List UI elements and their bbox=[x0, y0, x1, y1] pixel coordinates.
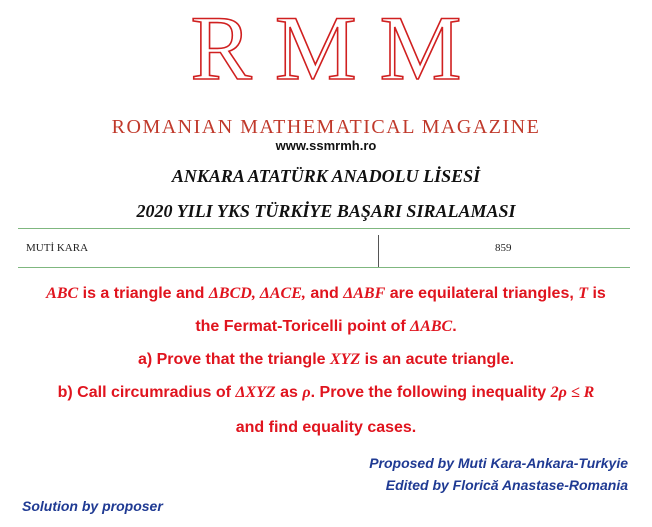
problem-part-a bbox=[0, 351, 652, 369]
problem-text: is a triangle and bbox=[78, 285, 209, 302]
problem-line-1 bbox=[0, 285, 652, 303]
problem-text: and bbox=[305, 285, 344, 302]
problem-text: and find equality cases. bbox=[235, 419, 417, 436]
student-name-cell: MUTİ KARA bbox=[26, 242, 89, 254]
problem-text: a) Prove that the triangle bbox=[137, 351, 330, 368]
problem-text: is an acute triangle. bbox=[360, 351, 515, 368]
math-triangles: ΔBCD, ΔACE, bbox=[208, 285, 306, 302]
score-cell: 859 bbox=[495, 242, 512, 254]
math-inequality: 2ρ ≤ R bbox=[550, 384, 595, 401]
math-rho: ρ bbox=[302, 384, 311, 401]
website-url[interactable]: www.ssmrmh.ro bbox=[275, 138, 377, 153]
problem-line-2 bbox=[0, 318, 652, 336]
solution-heading: Solution by proposer bbox=[22, 498, 163, 514]
math-xyz: XYZ bbox=[330, 351, 361, 368]
ranking-title: 2020 YILI YKS TÜRKİYE BAŞARI SIRALAMASI bbox=[136, 201, 516, 221]
table-divider bbox=[378, 235, 379, 267]
math-abf: ΔABF bbox=[343, 285, 386, 302]
math-t: T bbox=[578, 285, 589, 302]
problem-text: as bbox=[275, 384, 303, 401]
ranking-table bbox=[18, 228, 630, 268]
problem-text: . bbox=[452, 318, 457, 335]
magazine-title: ROMANIAN MATHEMATICAL MAGAZINE bbox=[111, 116, 541, 138]
problem-line-5 bbox=[0, 419, 652, 437]
proposed-by: Proposed by Muti Kara-Ankara-Turkyie bbox=[369, 455, 628, 471]
problem-text: the Fermat-Toricelli point of bbox=[195, 318, 411, 335]
problem-text: is bbox=[588, 285, 606, 302]
problem-text: . Prove the following inequality bbox=[310, 384, 551, 401]
problem-text: b) Call circumradius of bbox=[57, 384, 236, 401]
math-abc-triangle: ΔABC bbox=[410, 318, 453, 335]
rmm-logo: R M M bbox=[190, 0, 462, 99]
edited-by: Edited by Florică Anastase-Romania bbox=[385, 477, 628, 493]
math-xyz-triangle: ΔXYZ bbox=[235, 384, 276, 401]
math-abc: ABC bbox=[46, 285, 79, 302]
school-name: ANKARA ATATÜRK ANADOLU LİSESİ bbox=[171, 166, 481, 186]
problem-text: are equilateral triangles, bbox=[385, 285, 579, 302]
problem-part-b bbox=[0, 384, 652, 402]
